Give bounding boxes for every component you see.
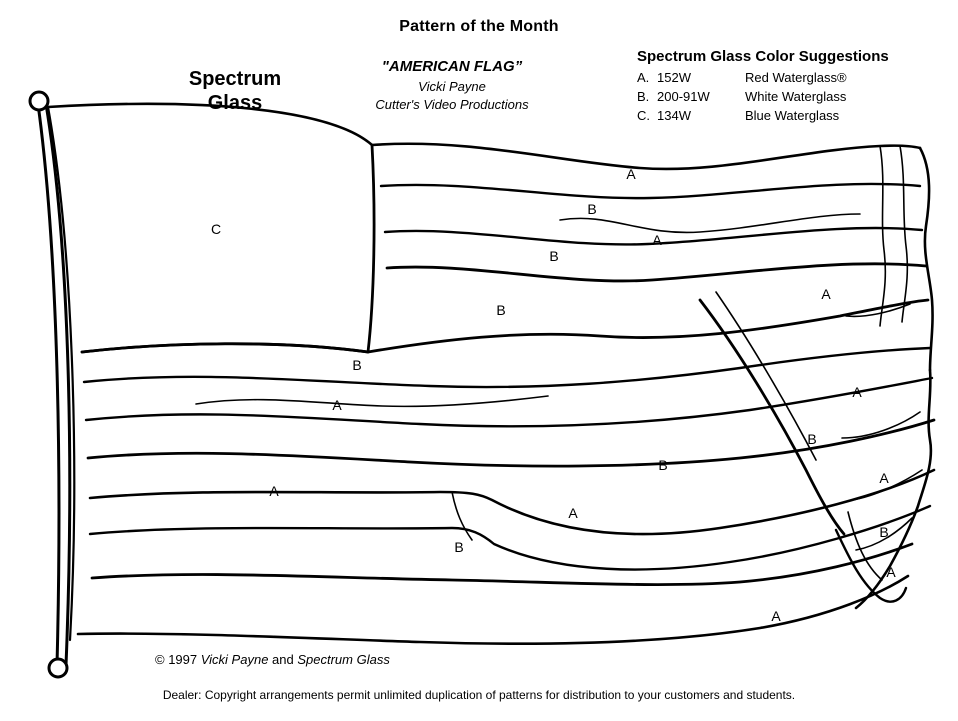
copyright-notice [155,652,390,667]
svg-text:A: A [886,564,896,580]
brand-name-line-2: Glass [207,92,263,114]
fly-edge-upper [920,148,933,370]
legend-code: 152W [657,70,691,85]
pole-finial-top [30,92,48,110]
producer-name: Cutter's Video Productions [375,97,529,112]
svg-text:B: B [879,524,889,540]
legend-key: A. [637,70,650,85]
dealer-note: Dealer: Copyright arrangements permit unlimited duplication of patterns for distribution to your customers and students. [162,688,796,702]
page-title: Pattern of the Month [399,18,559,35]
svg-text:C: C [210,221,222,237]
stripe-inner-wave-2 [196,396,548,406]
svg-text:B: B [549,248,559,264]
copyright-brand: Spectrum Glass [297,652,390,667]
svg-text:A: A [821,286,831,302]
svg-text:A: A [652,232,662,248]
svg-text:B: B [352,357,362,373]
canton-boundary [82,145,374,352]
legend-code: 134W [657,108,691,123]
center-fold-wave [452,492,472,540]
svg-text:A: A [879,470,889,486]
svg-text:B: B [658,457,668,473]
stripe-line-4-left [82,344,368,352]
fly-ripple-3 [846,304,910,316]
stripe-line-3 [387,264,926,281]
fly-ripple-2 [880,146,885,326]
svg-text:A: A [568,505,578,521]
legend-color-name: Blue Waterglass [745,108,840,123]
flagpole [38,104,70,665]
svg-text:A: A [852,384,862,400]
brand-name-line-1: Spectrum [188,68,282,90]
fly-ripple-1 [900,146,907,322]
stripe-line-9 [90,506,930,569]
color-legend-title: Spectrum Glass Color Suggestions [637,48,889,65]
major-fold-line-inner [716,292,816,460]
svg-text:B: B [807,431,817,447]
svg-text:A: A [626,166,636,182]
svg-text:B: B [587,201,597,217]
svg-text:B: B [496,302,506,318]
legend-key: C. [637,108,650,123]
copyright-mid: and [268,652,298,667]
legend-key: B. [637,89,650,104]
svg-text:A: A [332,397,342,413]
pattern-name: "AMERICAN FLAG” [381,58,523,75]
copyright-person: Vicki Payne [200,652,269,667]
flag-bottom-edge [78,576,908,644]
stripe-line-4 [368,300,928,352]
stripe-line-8 [90,470,934,534]
designer-name: Vicki Payne [418,79,486,94]
stripe-line-1 [381,184,920,198]
svg-text:B: B [454,539,464,555]
major-fold-line [700,300,844,534]
legend-color-name: Red Waterglass® [745,70,847,85]
legend-color-name: White Waterglass [745,89,847,104]
flag-top-edge [48,104,920,169]
legend-code: 200-91W [657,89,710,104]
copyright-prefix: © 1997 [155,652,201,667]
svg-text:A: A [269,483,279,499]
piece-labels [211,166,896,624]
svg-text:A: A [771,608,781,624]
stripe-line-5 [84,348,930,387]
fly-fold-lower-inner [848,512,882,580]
pole-finial-bottom [49,659,67,677]
